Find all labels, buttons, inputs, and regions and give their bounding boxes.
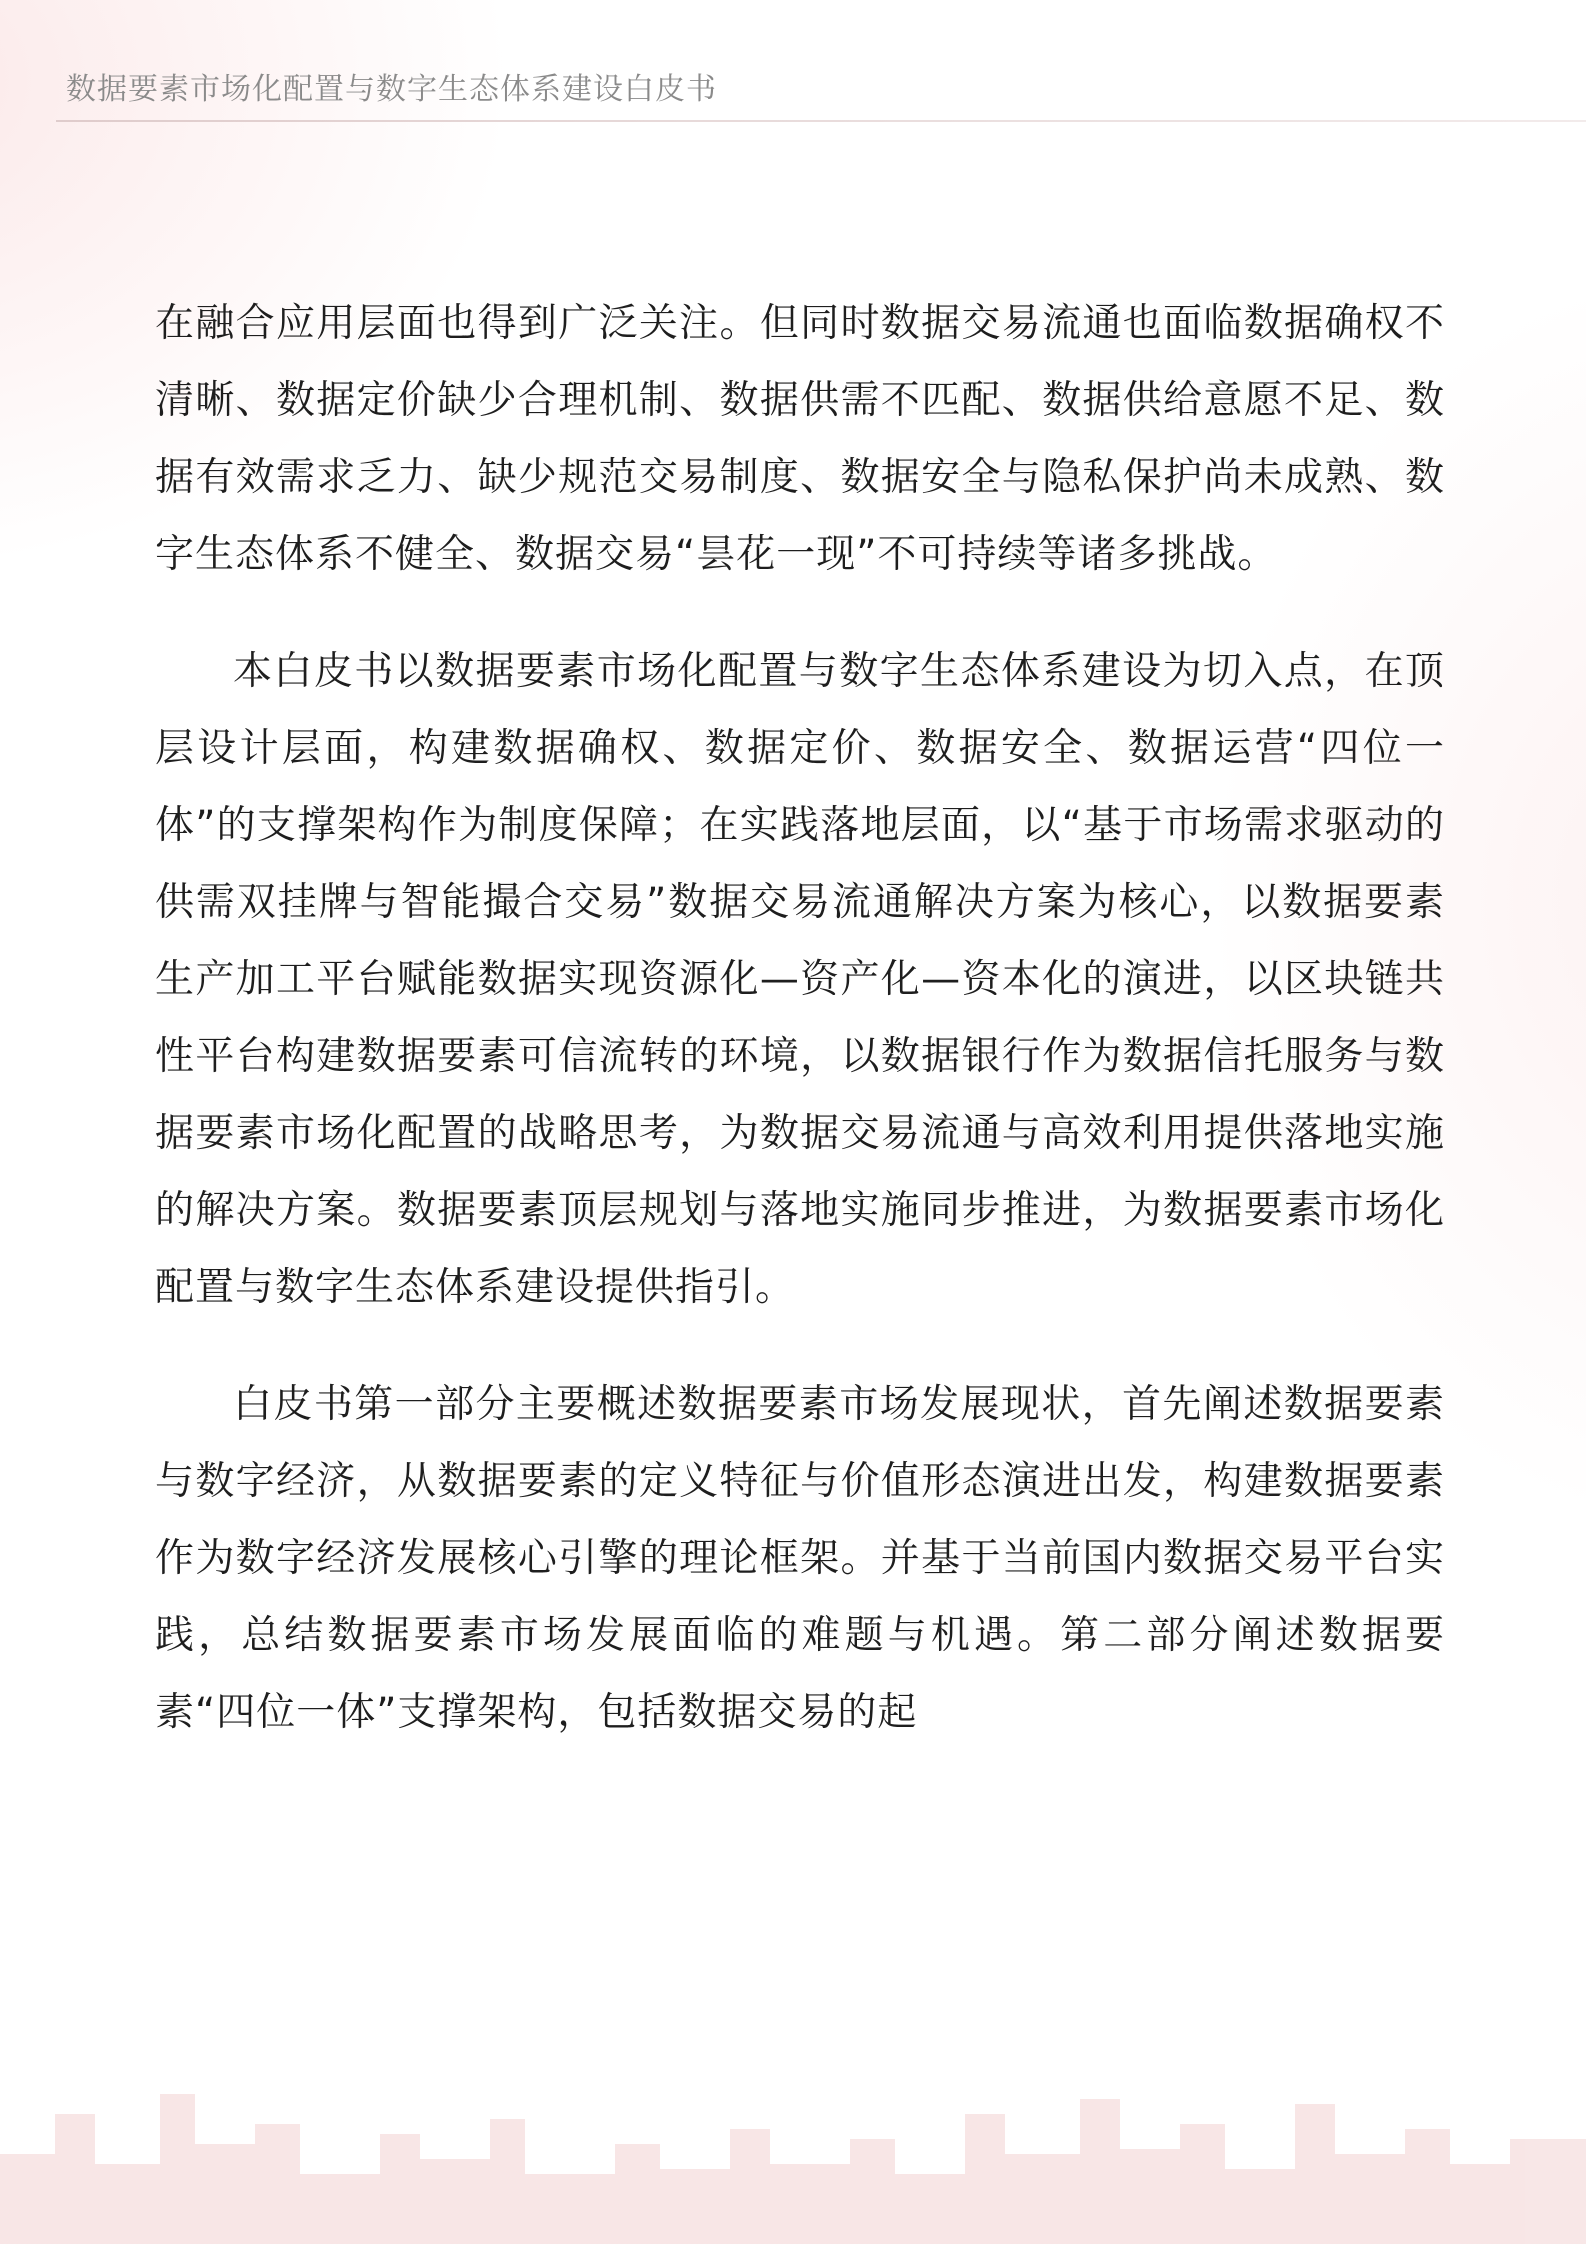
paragraph-1: 在融合应用层面也得到广泛关注。但同时数据交易流通也面临数据确权不清晰、数据定价缺少合理机制、数据供需不匹配、数据供给意愿不足、数据有效需求乏力、缺少规范交易制度、数据安全与隐私保护尚未成熟、数字生态体系不健全、数据交易“昙花一现”不可持续等诸多挑战。 [155,301,1445,577]
paragraph-3: 白皮书第一部分主要概述数据要素市场发展现状，首先阐述数据要素与数字经济，从数据要素的定义特征与价值形态演进出发，构建数据要素作为数字经济发展核心引擎的理论框架。并基于当前国内数据交易平台实践，总结数据要素市场发展面临的难题与机遇。第二部分阐述数据要素“四位一体”支撑架构，包括数据交易的起 [155,1382,1445,1735]
running-header: 数据要素市场化配置与数字生态体系建设白皮书 [66,72,717,107]
paragraph-2: 本白皮书以数据要素市场化配置与数字生态体系建设为切入点，在顶层设计层面，构建数据确权、数据定价、数据安全、数据运营“四位一体”的支撑架构作为制度保障；在实践落地层面，以“基于市场需求驱动的供需双挂牌与智能撮合交易”数据交易流通解决方案为核心，以数据要素生产加工平台赋能数据实现资源化—资产化—资本化的演进，以区块链共性平台构建数据要素可信流转的环境，以数据银行作为数据信托服务与数据要素市场化配置的战略思考，为数据交易流通与高效利用提供落地实施的解决方案。数据要素顶层规划与落地实施同步推进，为数据要素市场化配置与数字生态体系建设提供指引。 [155,649,1445,1310]
body-text [155,285,1445,1791]
city-skyline-watermark [0,2004,1586,2244]
header-divider [56,120,1586,122]
